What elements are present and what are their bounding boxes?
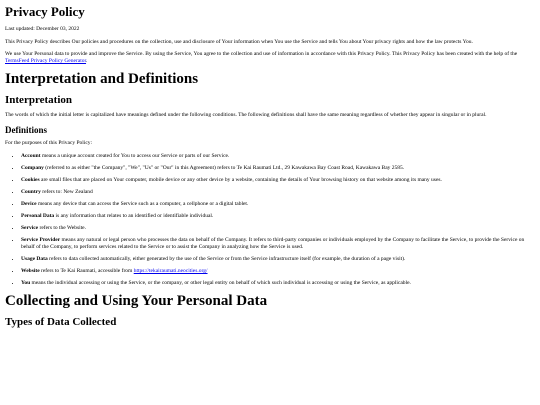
definition-text: refers to the Website. (38, 225, 86, 232)
definition-term: Personal Data (21, 213, 55, 220)
definition-term: Website (21, 268, 40, 274)
definition-text: means any natural or legal person who processes the data on behalf of the Company. It refers to third-party companies or individuals employed by the Company to facilitate the Service, to provide the Service on behalf of the Company, to perform services related to the Service or to assist the Company in analyzing how the Service is used. (21, 237, 525, 250)
definition-term: Service (21, 225, 39, 232)
definition-item-service (21, 225, 535, 232)
definition-text: means the individual accessing or using the Service, or the company, or other legal entity on behalf of which such individual is accessing or using the Service, as applicable. (30, 280, 411, 287)
definition-text: refers to: New Zealand (40, 188, 93, 195)
last-updated: Last updated: December 03, 2022 (5, 26, 80, 32)
definition-term: Company (21, 164, 44, 171)
definition-item-country (21, 189, 535, 196)
intro-paragraph: This Privacy Policy describes Our policies and procedures on the collection, use and disclosure of Your information when You use the Service and tells You about Your privacy rights and how the law protects You. (5, 38, 473, 45)
definition-item-you (21, 280, 535, 287)
definitions-heading: Definitions (5, 124, 48, 135)
definition-item-usage-data (21, 256, 535, 263)
definition-item-device (21, 201, 535, 208)
definitions-list (5, 153, 535, 287)
definition-term: Device (21, 200, 37, 207)
interpretation-definitions-heading: Interpretation and Definitions (5, 71, 199, 88)
definition-item-website (21, 268, 535, 275)
definition-text: is any information that relates to an identified or identifiable individual. (54, 213, 214, 220)
definition-term: Country (21, 188, 41, 195)
page-title: Privacy Policy (5, 4, 85, 19)
intro-paragraph-generator (5, 51, 535, 64)
definition-item-account (21, 153, 535, 160)
definition-term: Account (21, 152, 41, 159)
definitions-lead: For the purposes of this Privacy Policy: (5, 139, 93, 146)
interpretation-text: The words of which the initial letter is capitalized have meanings defined under the following conditions. The following definitions shall have the same meaning regardless of whether they appear in singular or in plural. (5, 112, 487, 119)
definition-item-service-provider (21, 237, 535, 250)
definition-item-personal-data (21, 213, 535, 220)
definition-item-company (21, 165, 535, 172)
definition-text: means a unique account created for You to access our Service or parts of our Service. (40, 152, 230, 159)
definition-text: are small files that are placed on Your computer, mobile device or any other device by a website, containing the details of Your browsing history on that website among its many uses. (39, 176, 442, 183)
intro-text: We use Your Personal data to provide and improve the Service. By using the Service, You agree to the collection and use of information in accordance with this Privacy Policy. This Privacy Policy has been created with the help of the (5, 51, 518, 58)
intro-text-end: . (86, 57, 88, 64)
definition-term: Usage Data (21, 255, 48, 262)
definition-item-cookies (21, 177, 535, 184)
website-url-link[interactable]: https://tekairaumati.neocities.org/ (133, 268, 208, 274)
interpretation-heading: Interpretation (5, 94, 73, 107)
types-of-data-heading: Types of Data Collected (5, 316, 117, 329)
definition-term: You (21, 280, 31, 287)
definition-text: (referred to as either "the Company", "We", "Us" or "Our" in this Agreement) refers to Te Kai Raumati Ltd., 29 Kawakawa Bay Coast Road, Kawakawa Bay 2585. (43, 164, 405, 171)
collecting-using-data-heading: Collecting and Using Your Personal Data (5, 293, 268, 310)
definition-term: Service Provider (21, 237, 61, 244)
definition-term: Cookies (21, 176, 40, 183)
termsfeed-generator-link[interactable]: TermsFeed Privacy Policy Generator (5, 57, 87, 64)
definition-text: refers to data collected automatically, either generated by the use of the Service or from the Service infrastructure itself (for example, the duration of a page visit). (47, 255, 406, 262)
definition-text: refers to Te Kai Raumati, accessible from (39, 268, 134, 274)
definition-text: means any device that can access the Service such as a computer, a cellphone or a digital tablet. (36, 200, 249, 207)
